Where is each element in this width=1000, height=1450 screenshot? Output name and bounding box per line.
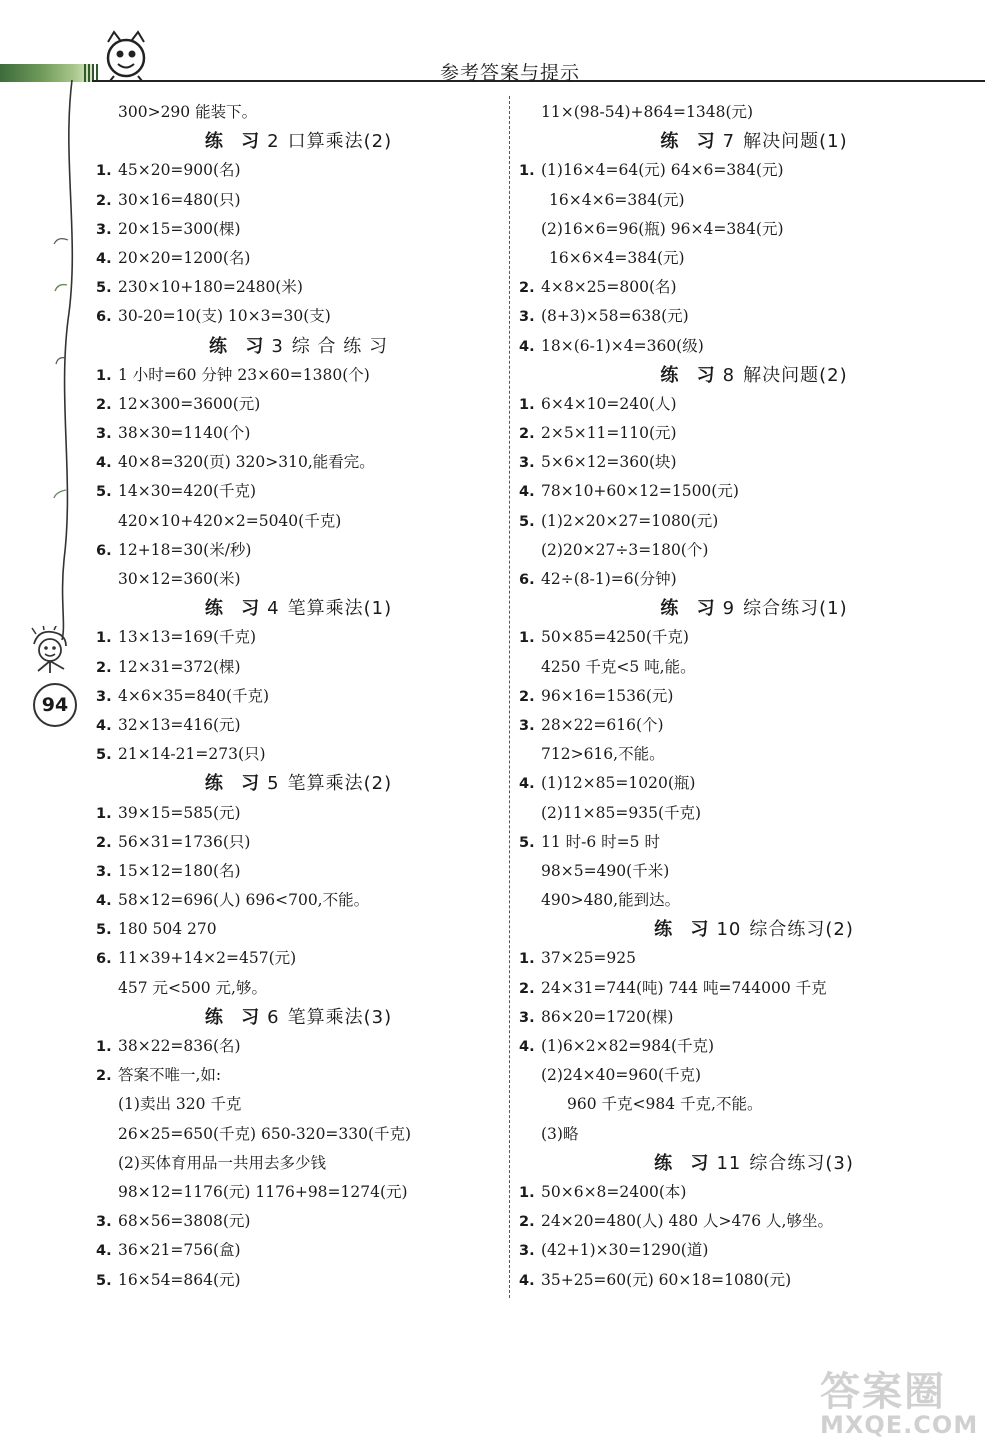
watermark: [820, 1360, 990, 1440]
answer-item-text: 86×20=1720(棵): [541, 1007, 674, 1026]
answer-item-text: 6×4×10=240(人): [541, 394, 677, 413]
answer-item-text: 230×10+180=2480(米): [118, 278, 303, 297]
section-heading-number: 4: [267, 598, 280, 620]
section-heading-number: 5: [267, 773, 280, 795]
answer-item-text: 56×31=1736(只): [118, 832, 251, 851]
section-heading-number: 6: [267, 1006, 280, 1028]
answer-item-text: 12+18=30(米/秒): [118, 540, 252, 559]
answer-line-text: (2)16×6=96(瓶) 96×4=384(元): [541, 219, 784, 238]
answer-line-text: 4250 千克<5 吨,能。: [541, 657, 696, 676]
section-heading-label: 练 习: [654, 919, 715, 941]
answer-item-number: 3.: [96, 221, 112, 238]
answer-line: [96, 507, 501, 536]
answer-item: [519, 477, 989, 506]
answer-item-number: 3.: [96, 426, 112, 443]
answer-item-text: 答案不唯一,如:: [118, 1066, 222, 1085]
answer-item-number: 2.: [96, 659, 112, 676]
answer-item-number: 3.: [519, 1009, 535, 1026]
answer-item-number: 3.: [519, 1243, 535, 1260]
section-heading: [96, 594, 501, 623]
answer-item-text: 38×30=1140(个): [118, 424, 251, 443]
section-heading-label: 练 习: [660, 598, 721, 620]
answer-item: [96, 1032, 501, 1061]
answer-item: [519, 711, 989, 740]
answer-item-number: 2.: [96, 834, 112, 851]
answer-item-text: 24×20=480(人) 480 人>476 人,够坐。: [541, 1212, 833, 1231]
answer-line: [519, 244, 989, 273]
answer-item-number: 2.: [96, 396, 112, 413]
answer-line: [519, 1090, 989, 1119]
answer-item-text: 40×8=320(页) 320>310,能看完。: [118, 453, 375, 472]
section-heading: [519, 915, 989, 944]
section-heading-label: 练 习: [204, 598, 266, 620]
answer-item: [96, 448, 501, 477]
answer-item: [96, 419, 501, 448]
answer-item-text: 30-20=10(支) 10×3=30(支): [118, 307, 331, 326]
answer-item: [96, 244, 501, 273]
answer-item-number: 6.: [96, 951, 112, 968]
answer-item: [96, 1061, 501, 1090]
answer-item-text: 28×22=616(个): [541, 715, 664, 734]
answer-item: [519, 828, 989, 857]
answer-item-text: 68×56=3808(元): [118, 1212, 251, 1231]
answer-line-text: (2)20×27÷3=180(个): [541, 540, 709, 559]
answer-line: [519, 1061, 989, 1090]
answer-item-text: 45×20=900(名): [118, 161, 241, 180]
answer-line-text: (1)卖出 320 千克: [118, 1095, 242, 1114]
answer-item-number: 3.: [519, 309, 535, 326]
answer-item-number: 3.: [519, 455, 535, 472]
answer-line: [519, 799, 989, 828]
section-heading-title: 笔算乘法(2): [287, 773, 393, 795]
answer-item-number: 5.: [519, 834, 535, 851]
answer-item-text: 24×31=744(吨) 744 吨=744000 千克: [541, 978, 827, 997]
answer-line-text: 11×(98-54)+864=1348(元): [541, 103, 754, 121]
section-heading-title: 综 合 练 习: [291, 335, 388, 357]
answer-item: [96, 711, 501, 740]
answer-item-text: 15×12=180(名): [118, 861, 241, 880]
section-heading: [519, 361, 989, 390]
left-answer-column: [96, 98, 501, 1295]
answer-item: [96, 302, 501, 331]
section-heading-number: 11: [716, 1152, 742, 1174]
answer-item: [519, 1236, 989, 1265]
answer-item-number: 4.: [519, 776, 535, 793]
answer-item-text: (8+3)×58=638(元): [541, 307, 689, 326]
answer-item-text: 30×16=480(只): [118, 190, 241, 209]
answer-item: [96, 156, 501, 185]
answer-line: [519, 740, 989, 769]
answer-item-text: 21×14-21=273(只): [118, 745, 266, 764]
answer-item-number: 4.: [519, 1039, 535, 1055]
answer-item: [519, 769, 989, 798]
answer-item: [96, 186, 501, 215]
answer-item-number: 1.: [519, 396, 535, 413]
section-heading-number: 8: [722, 364, 736, 386]
answer-item-number: 4.: [96, 893, 112, 910]
answer-item-number: 1.: [519, 630, 535, 647]
answer-item-number: 1.: [519, 1184, 535, 1201]
answer-item-number: 4.: [96, 250, 112, 267]
answer-line: [96, 1090, 501, 1119]
answer-item-number: 3.: [96, 1214, 112, 1231]
answer-item: [519, 448, 989, 477]
answer-item: [96, 1207, 501, 1236]
answer-item-text: 4×6×35=840(千克): [118, 686, 270, 705]
clock-mascot-icon: [100, 28, 152, 82]
answer-item: [519, 974, 989, 1003]
answer-item-text: 20×15=300(棵): [118, 219, 241, 238]
answer-item-number: 2.: [519, 280, 535, 297]
answer-line: [519, 653, 989, 682]
answer-item-number: 1.: [96, 1039, 112, 1055]
answer-item-number: 6.: [96, 542, 112, 559]
answer-item-text: 35+25=60(元) 60×18=1080(元): [541, 1270, 792, 1289]
answer-item-number: 3.: [96, 863, 112, 880]
section-heading-number: 9: [722, 598, 736, 620]
answer-item: [519, 156, 989, 185]
section-heading-label: 练 习: [209, 335, 270, 357]
answer-item-text: 16×54=864(元): [118, 1270, 241, 1289]
answer-item: [519, 944, 989, 973]
answer-item-number: 2.: [519, 980, 535, 997]
section-heading: [96, 769, 501, 798]
section-heading-label: 练 习: [204, 1006, 266, 1028]
section-heading-title: 笔算乘法(3): [287, 1006, 393, 1028]
answer-item: [96, 886, 501, 915]
answer-line-text: 98×5=490(千米): [541, 861, 670, 880]
answer-item: [96, 799, 501, 828]
section-heading-label: 练 习: [654, 1152, 715, 1174]
answer-item: [96, 361, 501, 390]
answer-line-text: (2)24×40=960(千克): [541, 1066, 702, 1085]
answer-item: [96, 682, 501, 711]
answer-item-text: 36×21=756(盒): [118, 1241, 241, 1260]
answer-item-number: 5.: [96, 747, 112, 764]
answer-line: [519, 1120, 989, 1149]
answer-item-text: 12×300=3600(元): [118, 394, 261, 413]
answer-item-number: 2.: [519, 688, 535, 705]
answer-item-number: 4.: [96, 1243, 112, 1260]
answer-item: [96, 1266, 501, 1295]
answer-item-number: 2.: [96, 1068, 112, 1085]
answer-line: [96, 565, 501, 594]
answer-item-number: 6.: [519, 572, 535, 588]
answer-line: [519, 536, 989, 565]
answer-item: [96, 477, 501, 506]
answer-item-text: 14×30=420(千克): [118, 482, 257, 501]
answer-item-text: (42+1)×30=1290(道): [541, 1241, 709, 1260]
answer-item-number: 4.: [519, 484, 535, 501]
answer-line: [96, 974, 501, 1003]
answer-item-number: 3.: [96, 688, 112, 705]
section-heading-title: 解决问题(2): [743, 364, 848, 386]
answer-item: [96, 623, 501, 652]
section-heading-title: 综合练习(1): [743, 598, 848, 620]
answer-item-text: 20×20=1200(名): [118, 248, 251, 267]
answer-item-text: (1)6×2×82=984(千克): [541, 1037, 715, 1055]
answer-line-text: 457 元<500 元,够。: [118, 978, 267, 997]
answer-item-number: 6.: [96, 309, 112, 326]
section-heading-title: 口算乘法(2): [287, 131, 393, 153]
column-divider: [509, 96, 510, 1298]
answer-item: [519, 623, 989, 652]
answer-item-text: 37×25=925: [541, 949, 637, 968]
page-number-badge: 94: [33, 683, 77, 727]
answer-item-number: 1.: [96, 805, 112, 822]
answer-line-text: 490>480,能到达。: [541, 891, 681, 910]
answer-line: [96, 1178, 501, 1207]
answer-item-text: 39×15=585(元): [118, 803, 241, 822]
answer-line: [519, 186, 989, 215]
section-heading: [96, 1003, 501, 1032]
answer-line: [519, 98, 989, 127]
answer-item: [519, 1178, 989, 1207]
answer-item-text: 12×31=372(棵): [118, 657, 241, 676]
answer-item-number: 5.: [96, 484, 112, 501]
answer-item-number: 4.: [519, 1272, 535, 1289]
answer-line: [519, 886, 989, 915]
right-answer-column: [519, 98, 989, 1295]
answer-item: [96, 915, 501, 944]
answer-item-text: 4×8×25=800(名): [541, 278, 677, 297]
answer-item: [519, 1032, 989, 1061]
section-heading-label: 练 习: [204, 131, 266, 153]
answer-item: [96, 536, 501, 565]
answer-line-text: 712>616,不能。: [541, 745, 665, 764]
answer-item-number: 4.: [519, 338, 535, 355]
answer-line-text: 300>290 能装下。: [118, 103, 258, 121]
section-heading-number: 7: [722, 131, 736, 153]
answer-item-text: (1)12×85=1020(瓶): [541, 774, 696, 793]
answer-item: [96, 273, 501, 302]
answer-item-text: 2×5×11=110(元): [541, 424, 677, 443]
answer-item: [96, 740, 501, 769]
answer-item-text: 18×(6-1)×4=360(级): [541, 336, 704, 355]
answer-item-text: 11×39+14×2=457(元): [118, 949, 297, 968]
answer-item-text: (1)2×20×27=1080(元): [541, 511, 719, 530]
answer-item-number: 5.: [96, 1272, 112, 1289]
watermark-cn: 答案圈: [820, 1369, 946, 1415]
answer-item: [519, 332, 989, 361]
answer-item-text: 96×16=1536(元): [541, 686, 674, 705]
kid-mascot-icon: [20, 626, 80, 688]
answer-line: [519, 215, 989, 244]
answer-line-text: (3)略: [541, 1124, 579, 1143]
answer-item-number: 1.: [519, 951, 535, 968]
answer-item: [519, 419, 989, 448]
answer-item-number: 1.: [96, 163, 112, 180]
answer-item-text: 50×6×8=2400(本): [541, 1182, 687, 1201]
answer-line: [96, 98, 501, 127]
section-heading-number: 3: [271, 335, 284, 357]
answer-line-text: 16×6×4=384(元): [549, 248, 685, 267]
vine-decoration-icon: [10, 80, 80, 640]
answer-item-number: 4.: [96, 717, 112, 734]
answer-item-text: 50×85=4250(千克): [541, 628, 689, 647]
section-heading-number: 2: [267, 131, 280, 153]
answer-item-number: 1.: [96, 367, 112, 384]
section-heading: [519, 594, 989, 623]
section-heading-title: 综合练习(2): [749, 919, 854, 941]
answer-item-number: 1.: [96, 630, 112, 647]
answer-item: [96, 828, 501, 857]
answer-item-number: 2.: [519, 426, 535, 443]
answer-item: [96, 215, 501, 244]
answer-item: [519, 302, 989, 331]
answer-item: [519, 1003, 989, 1032]
watermark-en: MXQE.COM: [820, 1411, 979, 1439]
section-heading-label: 练 习: [204, 773, 266, 795]
answer-item-text: 11 时-6 时=5 时: [541, 832, 660, 851]
answer-item: [96, 390, 501, 419]
answer-item: [519, 273, 989, 302]
answer-item: [96, 653, 501, 682]
answer-item: [519, 682, 989, 711]
section-heading-title: 综合练习(3): [749, 1152, 854, 1174]
section-heading: [519, 1149, 989, 1178]
answer-item-number: 2.: [519, 1214, 535, 1231]
section-heading-label: 练 习: [660, 131, 721, 153]
answer-item-number: 2.: [96, 192, 112, 209]
answer-item-number: 5.: [96, 922, 112, 939]
answer-item: [519, 1207, 989, 1236]
answer-item-text: 32×13=416(元): [118, 715, 241, 734]
answer-item: [519, 507, 989, 536]
answer-line-text: 26×25=650(千克) 650-320=330(千克): [118, 1124, 412, 1143]
section-heading-number: 10: [716, 919, 742, 941]
answer-item-text: 58×12=696(人) 696<700,不能。: [118, 891, 370, 910]
answer-line-text: 98×12=1176(元) 1176+98=1274(元): [118, 1182, 408, 1201]
answer-item-text: 5×6×12=360(块): [541, 453, 677, 472]
answer-item-text: 38×22=836(名): [118, 1037, 241, 1055]
answer-item: [519, 565, 989, 594]
section-heading-title: 笔算乘法(1): [287, 598, 393, 620]
answer-line-text: (2)买体育用品一共用去多少钱: [118, 1153, 326, 1172]
answer-item-number: 5.: [519, 513, 535, 530]
answer-item-text: 180 504 270: [118, 920, 217, 939]
page-header-title: 参考答案与提示: [440, 62, 581, 84]
answer-line: [96, 1149, 501, 1178]
answer-line-text: 960 千克<984 千克,不能。: [567, 1095, 763, 1114]
answer-item-number: 3.: [519, 717, 535, 734]
section-heading-label: 练 习: [660, 364, 721, 386]
section-heading: [519, 127, 989, 156]
answer-line: [519, 857, 989, 886]
section-heading: [96, 332, 501, 361]
answer-item-number: 1.: [519, 163, 535, 180]
answer-line-text: 16×4×6=384(元): [549, 190, 685, 209]
answer-item: [519, 1266, 989, 1295]
answer-line-text: 420×10+420×2=5040(千克): [118, 511, 342, 530]
answer-item-text: 13×13=169(千克): [118, 628, 257, 647]
answer-item-text: 78×10+60×12=1500(元): [541, 482, 739, 501]
answer-item: [519, 390, 989, 419]
answer-item-text: 1 小时=60 分钟 23×60=1380(个): [118, 365, 370, 384]
section-heading: [96, 127, 501, 156]
answer-item: [96, 944, 501, 973]
answer-item-number: 4.: [96, 455, 112, 472]
answer-item-text: 42÷(8-1)=6(分钟): [541, 570, 677, 588]
answer-item: [96, 1236, 501, 1265]
answer-item-text: (1)16×4=64(元) 64×6=384(元): [541, 161, 784, 180]
answer-item-number: 5.: [96, 280, 112, 297]
answer-line-text: 30×12=360(米): [118, 570, 241, 588]
answer-line-text: (2)11×85=935(千克): [541, 803, 702, 822]
answer-line: [96, 1120, 501, 1149]
answer-item: [96, 857, 501, 886]
section-heading-title: 解决问题(1): [743, 131, 848, 153]
